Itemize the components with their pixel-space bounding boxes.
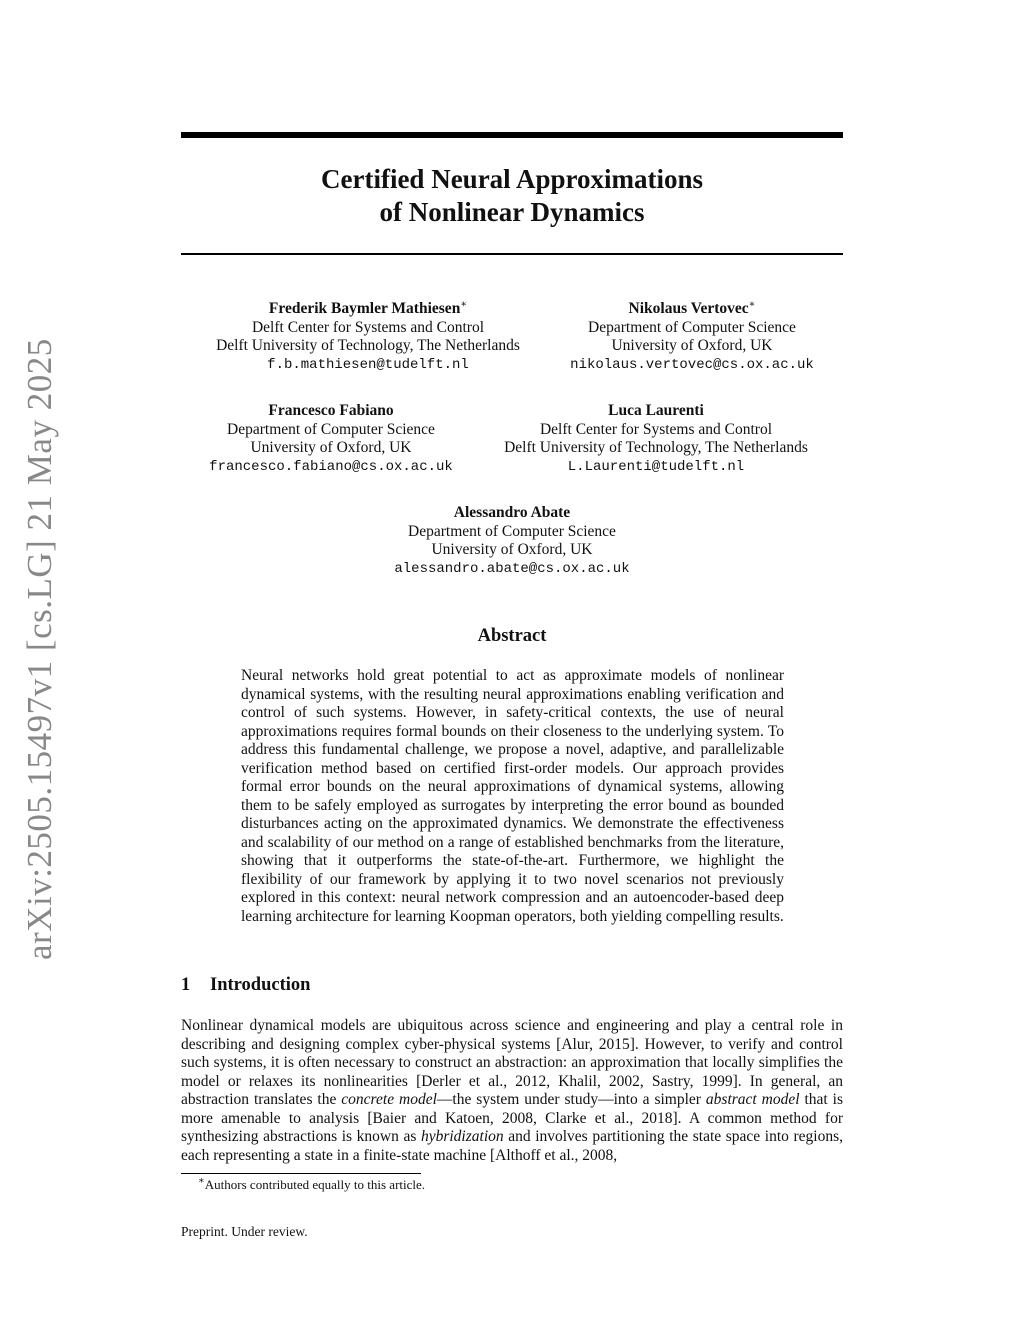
introduction-paragraph [181,1017,843,1165]
title-line-1: Certified Neural Approximations [321,164,703,194]
footnote-rule [181,1173,421,1174]
section-number: 1 [181,975,191,995]
intro-emphasis: hybridization [420,1128,504,1145]
title-top-rule [181,132,843,138]
abstract-text: Neural networks hold great potential to act as approximate models of nonlinear dynamical systems, with the resulting neural approximations enabling verification and control of such systems. However, in safety-critical contexts, the use of neural approximations requires formal bounds on their closeness to the underlying system. To address this fundamental challenge, we propose a novel, adaptive, and parallelizable verification method based on certified first-order models. Our approach provides formal error bounds on the neural approximations of dynamical systems, allowing them to be safely employed as surrogates by interpreting the error bound as bounded disturbances acting on the approximated dynamics. We demonstrate the effectiveness and scalability of our method on a range of established benchmarks from the literature, showing that it outperforms the state-of-the-art. Furthermore, we highlight the flexibility of our framework by applying it to two novel scenarios not previously explored in this context: neural network compression and an autoencoder-based deep learning architecture for learning Koopman operators, both yielding compelling results. [241,667,784,925]
author-block-abate [362,504,662,578]
author-block-vertovec [542,300,842,374]
intro-emphasis: concrete model [341,1091,437,1108]
author-name: Alessandro Abate [453,504,571,521]
footnote [198,1177,425,1193]
arxiv-identifier-stamp: arXiv:2505.15497v1 [cs.LG] 21 May 2025 [20,338,59,960]
equal-contribution-mark: ∗ [748,298,756,310]
author-email: L.Laurenti@tudelft.nl [567,458,745,475]
intro-text-part: that is more amenable to analysis [Baier and Katoen, 2008, Clarke et al., 2018]. A common method for synthesizing abstractions is known as [181,1091,843,1145]
author-affiliation: Delft University of Technology, The Netherlands [504,439,808,456]
title-line-2: of Nonlinear Dynamics [379,197,645,227]
author-affiliation: Delft Center for Systems and Control [539,420,773,438]
section-heading-introduction [181,975,310,996]
author-block-fabiano [181,402,481,476]
author-name: Francesco Fabiano [268,402,394,419]
author-affiliation: Department of Computer Science [408,522,616,540]
author-affiliation: Delft Center for Systems and Control [251,318,485,336]
preprint-notice: Preprint. Under review. [181,1224,308,1239]
section-title: Introduction [210,975,311,995]
author-affiliation: Department of Computer Science [227,420,435,438]
footnote-mark: ∗ [198,1175,205,1187]
footnote-text: Authors contributed equally to this article. [204,1177,426,1192]
author-email: alessandro.abate@cs.ox.ac.uk [394,560,630,577]
author-affiliation: University of Oxford, UK [250,439,412,456]
intro-text-part: Nonlinear dynamical models are ubiquitous across science and engineering and play a central role in describing and designing complex cyber-physical systems [Alur, 2015]. However, to verify and control such systems, it is often necessary to construct an abstraction: an approximation that locally simplifies the model or relaxes its nonlinearities [Derler et al., 2012, Khalil, 2002, Sastry, 1999]. In general, an abstraction translates the [181,1017,843,1108]
author-block-mathiesen [168,300,568,374]
paper-title [181,163,843,229]
equal-contribution-mark: ∗ [460,298,468,310]
intro-emphasis: abstract model [705,1091,800,1108]
author-name: Luca Laurenti [608,402,704,419]
intro-text-part: and involves partitioning the state space into regions, each representing a state in a finite-state machine [Althoff et al., 2008, [181,1128,843,1164]
author-name: Frederik Baymler Mathiesen [268,300,461,317]
author-affiliation: University of Oxford, UK [431,541,593,558]
author-email: f.b.mathiesen@tudelft.nl [267,356,469,373]
author-affiliation: University of Oxford, UK [611,337,773,354]
author-email: nikolaus.vertovec@cs.ox.ac.uk [570,356,814,373]
intro-text-part: —the system under study—into a simpler [436,1091,706,1108]
author-email: francesco.fabiano@cs.ox.ac.uk [209,458,453,475]
title-bottom-rule [181,253,843,255]
author-affiliation: Delft University of Technology, The Netherlands [216,337,520,354]
author-affiliation: Department of Computer Science [588,318,796,336]
author-block-laurenti [456,402,856,476]
author-name: Nikolaus Vertovec [628,300,749,317]
abstract-heading: Abstract [477,626,547,646]
